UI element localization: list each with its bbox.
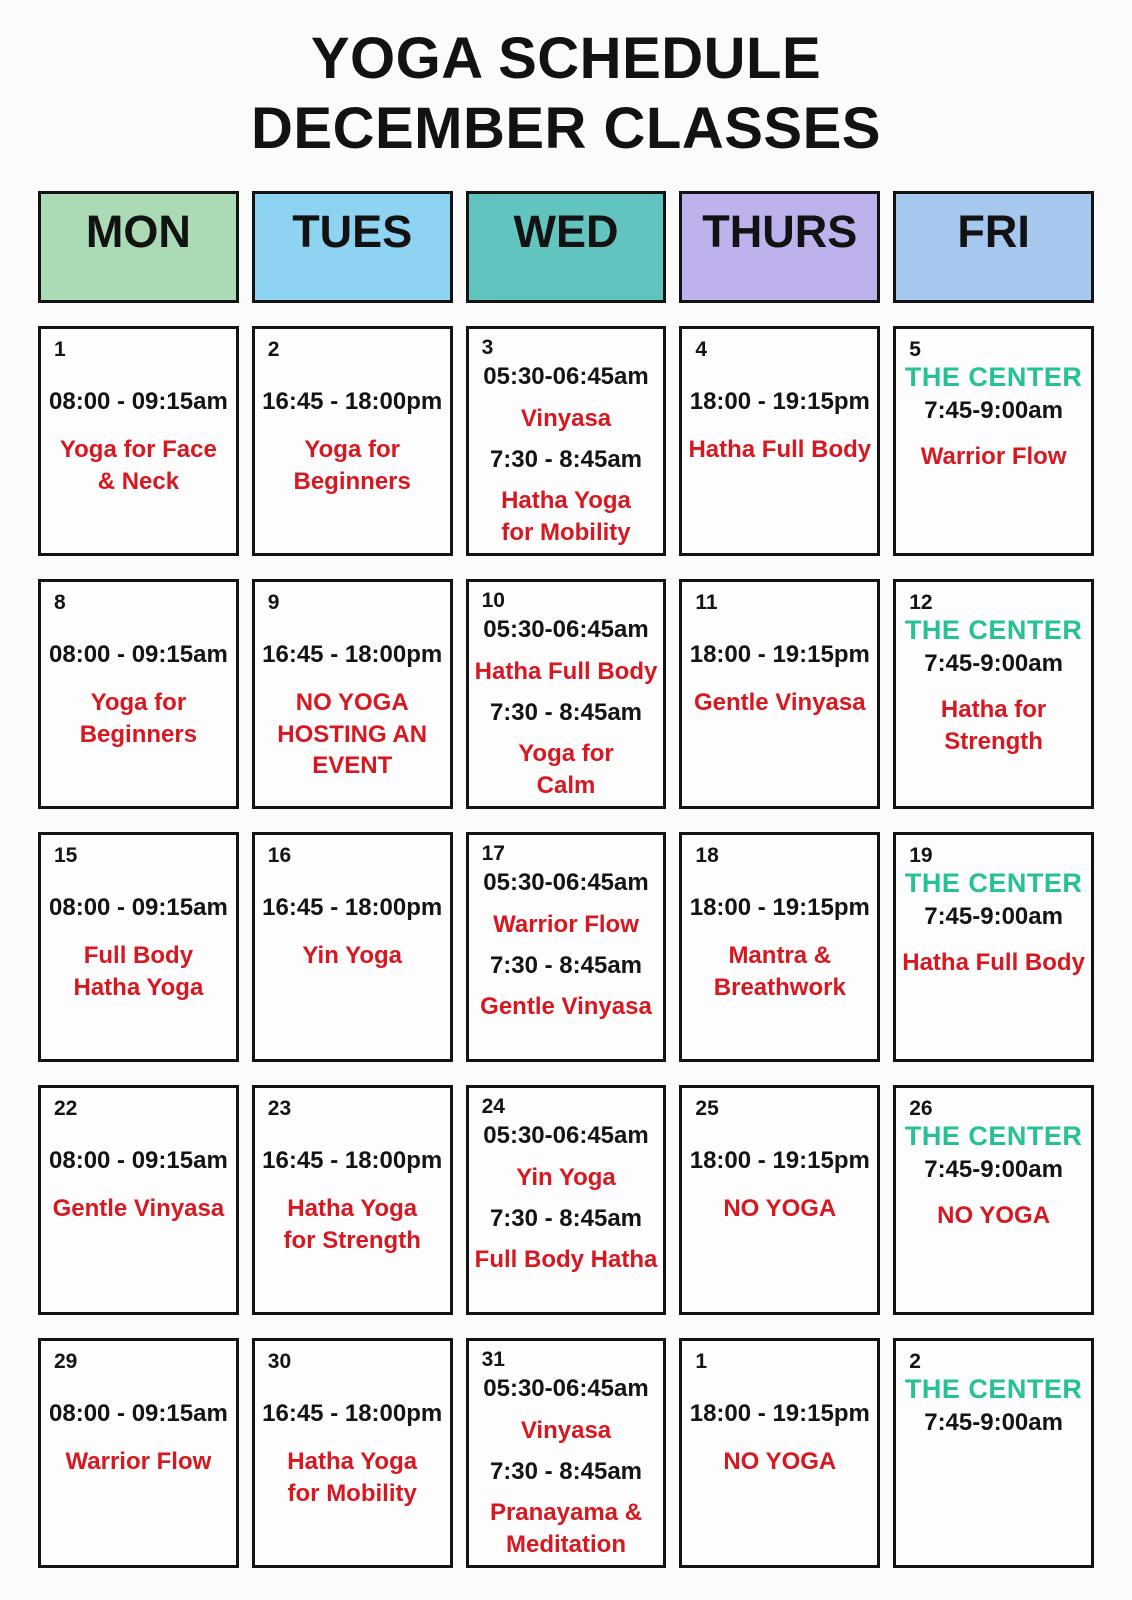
class-time: 7:30 - 8:45am	[489, 951, 643, 979]
class-name: Hatha Yoga for Mobility	[501, 487, 631, 547]
class-time: 7:45-9:00am	[924, 650, 1063, 678]
day-number: 4	[695, 338, 708, 362]
class-time: 7:30 - 8:45am	[489, 698, 643, 726]
calendar-cell-tues-2	[252, 326, 453, 556]
class-name: Yoga for Beginners	[79, 689, 198, 748]
calendar-grid	[38, 191, 1094, 1568]
class-time: 18:00 - 19:15pm	[689, 388, 870, 416]
calendar-cell-wed-31	[466, 1338, 667, 1568]
calendar-cell-mon-22	[38, 1085, 239, 1315]
day-number: 16	[267, 844, 292, 868]
class-time: 7:45-9:00am	[924, 903, 1063, 931]
class-time: 16:45 - 18:00pm	[262, 641, 443, 669]
day-header-mon: MON	[38, 191, 239, 303]
venue-label: THE CENTER	[904, 868, 1083, 899]
class-name: Yin Yoga	[516, 1164, 616, 1192]
calendar-cell-mon-15	[38, 832, 239, 1062]
calendar-cell-mon-8	[38, 579, 239, 809]
class-name: Hatha for Strength	[940, 696, 1047, 755]
class-time: 08:00 - 09:15am	[49, 388, 228, 416]
class-name: Yin Yoga	[302, 942, 402, 970]
day-number: 11	[695, 591, 718, 615]
class-time: 05:30-06:45am	[483, 363, 649, 391]
day-number: 8	[54, 591, 66, 615]
class-name: Hatha Full Body	[902, 949, 1085, 977]
day-number: 22	[54, 1097, 78, 1121]
class-time: 08:00 - 09:15am	[49, 641, 228, 669]
class-name: Vinyasa	[520, 1417, 612, 1445]
calendar-cell-fri-19	[893, 832, 1094, 1062]
calendar-cell-fri-26	[893, 1085, 1094, 1315]
calendar-cell-wed-24	[466, 1085, 667, 1315]
calendar-cell-fri-2	[893, 1338, 1094, 1568]
class-time: 05:30-06:45am	[483, 1122, 649, 1150]
day-number: 10	[481, 589, 505, 613]
page-title-line1: YOGA SCHEDULE	[310, 26, 822, 91]
day-header-fri: FRI	[893, 191, 1094, 303]
calendar-cell-thurs-25	[679, 1085, 880, 1315]
day-number: 29	[54, 1350, 78, 1374]
day-number: 25	[695, 1097, 719, 1121]
class-time: 7:45-9:00am	[924, 1156, 1063, 1184]
day-number: 2	[909, 1350, 921, 1374]
class-time: 7:45-9:00am	[924, 1409, 1063, 1437]
day-number: 3	[481, 336, 494, 360]
day-number: 18	[695, 844, 719, 868]
class-time: 7:30 - 8:45am	[489, 445, 643, 473]
class-time: 08:00 - 09:15am	[49, 894, 228, 922]
day-number: 2	[267, 338, 280, 362]
class-name: Hatha Full Body	[688, 436, 872, 464]
day-header-tues: TUES	[252, 191, 453, 303]
class-time: 16:45 - 18:00pm	[262, 894, 443, 922]
class-time: 05:30-06:45am	[483, 869, 649, 897]
class-name: Yoga for Face & Neck	[59, 436, 217, 495]
day-number: 9	[267, 591, 280, 615]
venue-label: THE CENTER	[904, 362, 1083, 393]
calendar-cell-thurs-18	[679, 832, 880, 1062]
calendar-cell-wed-10	[466, 579, 667, 809]
class-time: 08:00 - 09:15am	[49, 1400, 228, 1428]
class-time: 18:00 - 19:15pm	[689, 1400, 870, 1428]
calendar-cell-thurs-11	[679, 579, 880, 809]
calendar-cell-tues-23	[252, 1085, 453, 1315]
calendar-cell-tues-16	[252, 832, 453, 1062]
class-name: NO YOGA HOSTING AN EVENT	[277, 689, 428, 780]
class-name: Yoga for Beginners	[293, 436, 411, 495]
calendar-cell-mon-29	[38, 1338, 239, 1568]
day-number: 31	[481, 1348, 505, 1372]
class-name: Vinyasa	[520, 405, 612, 433]
class-name: Gentle Vinyasa	[693, 689, 866, 717]
calendar-cell-wed-3	[466, 326, 667, 556]
class-name: NO YOGA	[723, 1195, 837, 1223]
class-name: Full Body Hatha Yoga	[73, 942, 204, 1001]
day-number: 24	[481, 1095, 505, 1119]
calendar-cell-fri-12	[893, 579, 1094, 809]
class-name: Warrior Flow	[920, 443, 1067, 471]
class-name: NO YOGA	[723, 1448, 837, 1476]
venue-label: THE CENTER	[904, 615, 1083, 646]
class-time: 7:30 - 8:45am	[489, 1204, 643, 1232]
class-time: 18:00 - 19:15pm	[689, 641, 870, 669]
class-name: Warrior Flow	[65, 1448, 212, 1476]
calendar-cell-mon-1	[38, 326, 239, 556]
page-title-line2: DECEMBER CLASSES	[251, 96, 881, 162]
day-number: 1	[695, 1350, 708, 1374]
venue-label: THE CENTER	[904, 1121, 1083, 1152]
class-name: Full Body Hatha	[474, 1246, 658, 1274]
class-name: Gentle Vinyasa	[480, 993, 652, 1021]
class-time: 16:45 - 18:00pm	[262, 1147, 443, 1175]
calendar-cell-tues-9	[252, 579, 453, 809]
day-header-wed: WED	[466, 191, 667, 303]
class-time: 7:45-9:00am	[924, 397, 1063, 425]
class-name: Hatha Yoga for Mobility	[287, 1448, 418, 1507]
class-time: 16:45 - 18:00pm	[262, 1400, 443, 1428]
class-time: 7:30 - 8:45am	[489, 1457, 643, 1485]
class-time: 16:45 - 18:00pm	[262, 388, 443, 416]
day-header-thurs: THURS	[679, 191, 880, 303]
class-name: Pranayama & Meditation	[489, 1499, 643, 1559]
venue-label: THE CENTER	[904, 1374, 1083, 1405]
class-name: Gentle Vinyasa	[52, 1195, 225, 1223]
calendar-cell-fri-5	[893, 326, 1094, 556]
day-number: 5	[909, 338, 921, 362]
day-number: 1	[54, 338, 66, 362]
class-name: Hatha Yoga for Strength	[283, 1195, 421, 1254]
page-title	[0, 24, 1132, 164]
class-name: Mantra & Breathwork	[713, 942, 846, 1001]
class-time: 18:00 - 19:15pm	[689, 894, 870, 922]
calendar-cell-thurs-4	[679, 326, 880, 556]
day-number: 17	[481, 842, 505, 866]
calendar-cell-thurs-1	[679, 1338, 880, 1568]
class-name: Hatha Full Body	[474, 658, 658, 686]
class-name: NO YOGA	[937, 1202, 1051, 1230]
class-name: Warrior Flow	[493, 911, 639, 939]
day-number: 15	[54, 844, 78, 868]
day-number: 19	[909, 844, 933, 868]
day-number: 30	[267, 1350, 292, 1374]
day-number: 23	[267, 1097, 292, 1121]
day-number: 26	[909, 1097, 933, 1121]
class-name: Yoga for Calm	[518, 740, 614, 800]
calendar-cell-tues-30	[252, 1338, 453, 1568]
class-time: 18:00 - 19:15pm	[689, 1147, 870, 1175]
class-time: 08:00 - 09:15am	[49, 1147, 228, 1175]
class-time: 05:30-06:45am	[483, 1375, 649, 1403]
class-time: 05:30-06:45am	[483, 616, 649, 644]
day-number: 12	[909, 591, 933, 615]
calendar-cell-wed-17	[466, 832, 667, 1062]
